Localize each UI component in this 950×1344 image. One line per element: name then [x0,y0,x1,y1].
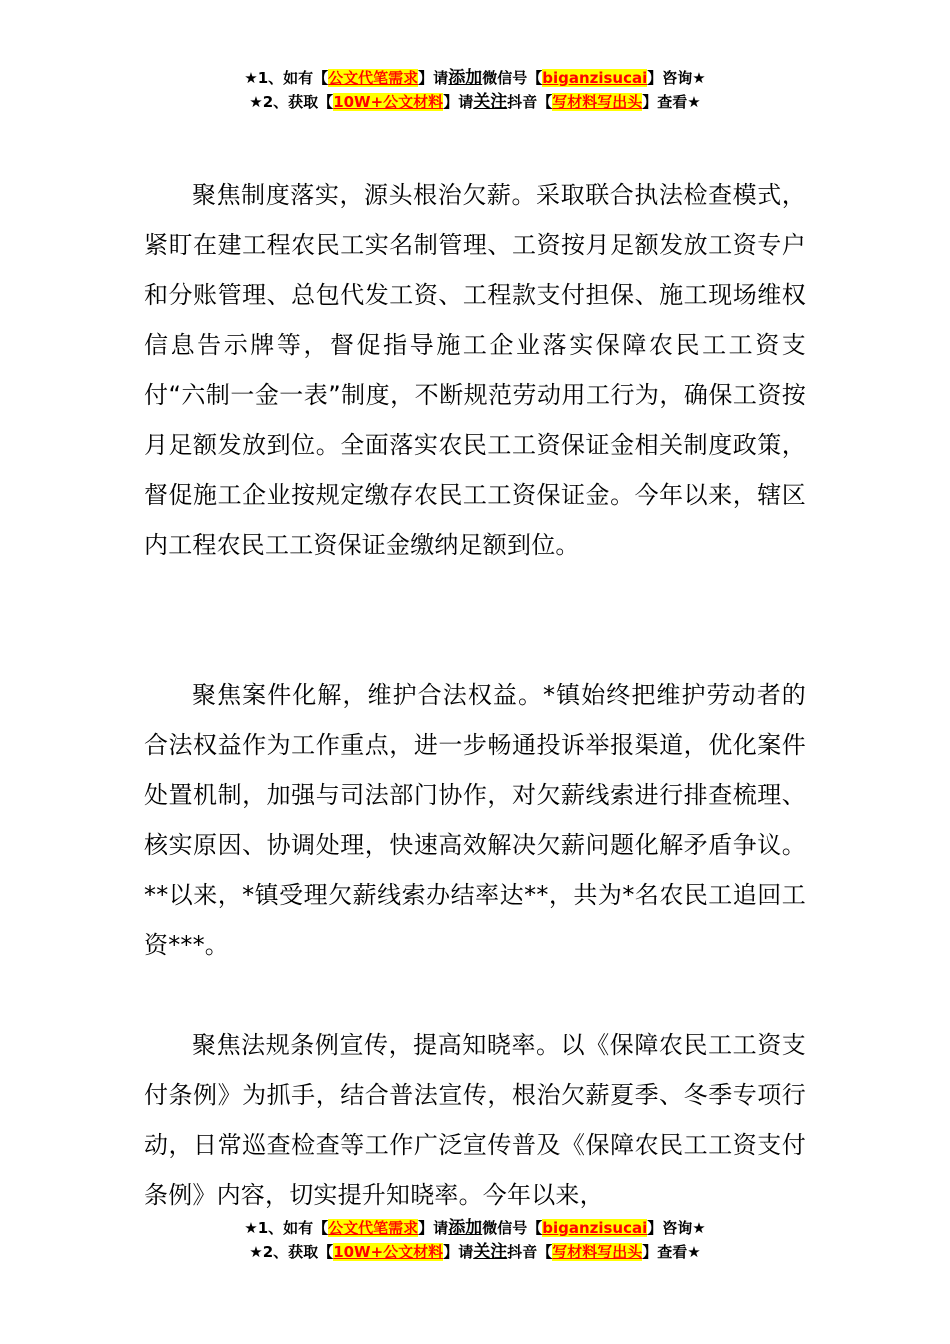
banner-text: 抖音【 [507,1243,553,1261]
banner-text: ★2、获取【 [249,1243,334,1261]
banner-text: 】请 [418,69,449,87]
banner-emphasis: 添加 [448,1218,483,1238]
footer-line-2 [0,1240,950,1264]
banner-emphasis: 添加 [448,68,483,88]
banner-text: 抖音【 [507,93,553,111]
header-banner-bottom [0,1216,950,1264]
banner-text: ★1、如有【 [244,69,329,87]
highlight-wechat-id: biganzisucai [542,1219,648,1237]
banner-text: ★2、获取【 [249,93,334,111]
banner-emphasis: 关注 [473,1242,508,1262]
highlight-service: 公文代笔需求 [328,69,419,87]
highlight-wechat-id: biganzisucai [542,69,648,87]
banner-text: 】查看★ [642,1243,701,1261]
highlight-douyin: 写材料写出头 [552,93,643,111]
banner-text: 】咨询★ [647,1219,706,1237]
paragraph-cases: 聚焦案件化解，维护合法权益。*镇始终把维护劳动者的合法权益作为工作重点，进一步畅通投诉举报渠道，优化案件处置机制，加强与司法部门协作，对欠薪线索进行排查梳理、核实原因、协调处理，快速高效解决欠薪问题化解矛盾争议。**以来，*镇受理欠薪线索办结率达**，共为*名农民工追回工资***。 [144,681,806,959]
banner-text: 】咨询★ [647,69,706,87]
banner-text: ★1、如有【 [244,1219,329,1237]
banner-text: 微信号【 [482,1219,543,1237]
highlight-materials: 10W+公文材料 [333,93,444,111]
header-line-1 [0,66,950,90]
banner-text: 】请 [443,93,474,111]
highlight-douyin: 写材料写出头 [552,1243,643,1261]
paragraph-institution: 聚焦制度落实，源头根治欠薪。采取联合执法检查模式，紧盯在建工程农民工实名制管理、工资按月足额发放工资专户和分账管理、总包代发工资、工程款支付担保、施工现场维权信息告示牌等，督促指导施工企业落实保障农民工工资支付“六制一金一表”制度，不断规范劳动用工行为，确保工资按月足额发放到位。全面落实农民工工资保证金相关制度政策，督促施工企业按规定缴存农民工工资保证金。今年以来，辖区内工程农民工工资保证金缴纳足额到位。 [144,181,806,559]
highlight-materials: 10W+公文材料 [333,1243,444,1261]
header-banner-top [0,66,950,114]
banner-text: 微信号【 [482,69,543,87]
banner-text: 】请 [443,1243,474,1261]
banner-text: 】请 [418,1219,449,1237]
footer-line-1 [0,1216,950,1240]
paragraph-publicity: 聚焦法规条例宣传，提高知晓率。以《保障农民工工资支付条例》为抓手，结合普法宣传，根治欠薪夏季、冬季专项行动，日常巡查检查等工作广泛宣传普及《保障农民工工资支付条例》内容，切实提升知晓率。今年以来， [144,1031,806,1209]
banner-text: 】查看★ [642,93,701,111]
highlight-service: 公文代笔需求 [328,1219,419,1237]
banner-emphasis: 关注 [473,92,508,112]
header-line-2 [0,90,950,114]
